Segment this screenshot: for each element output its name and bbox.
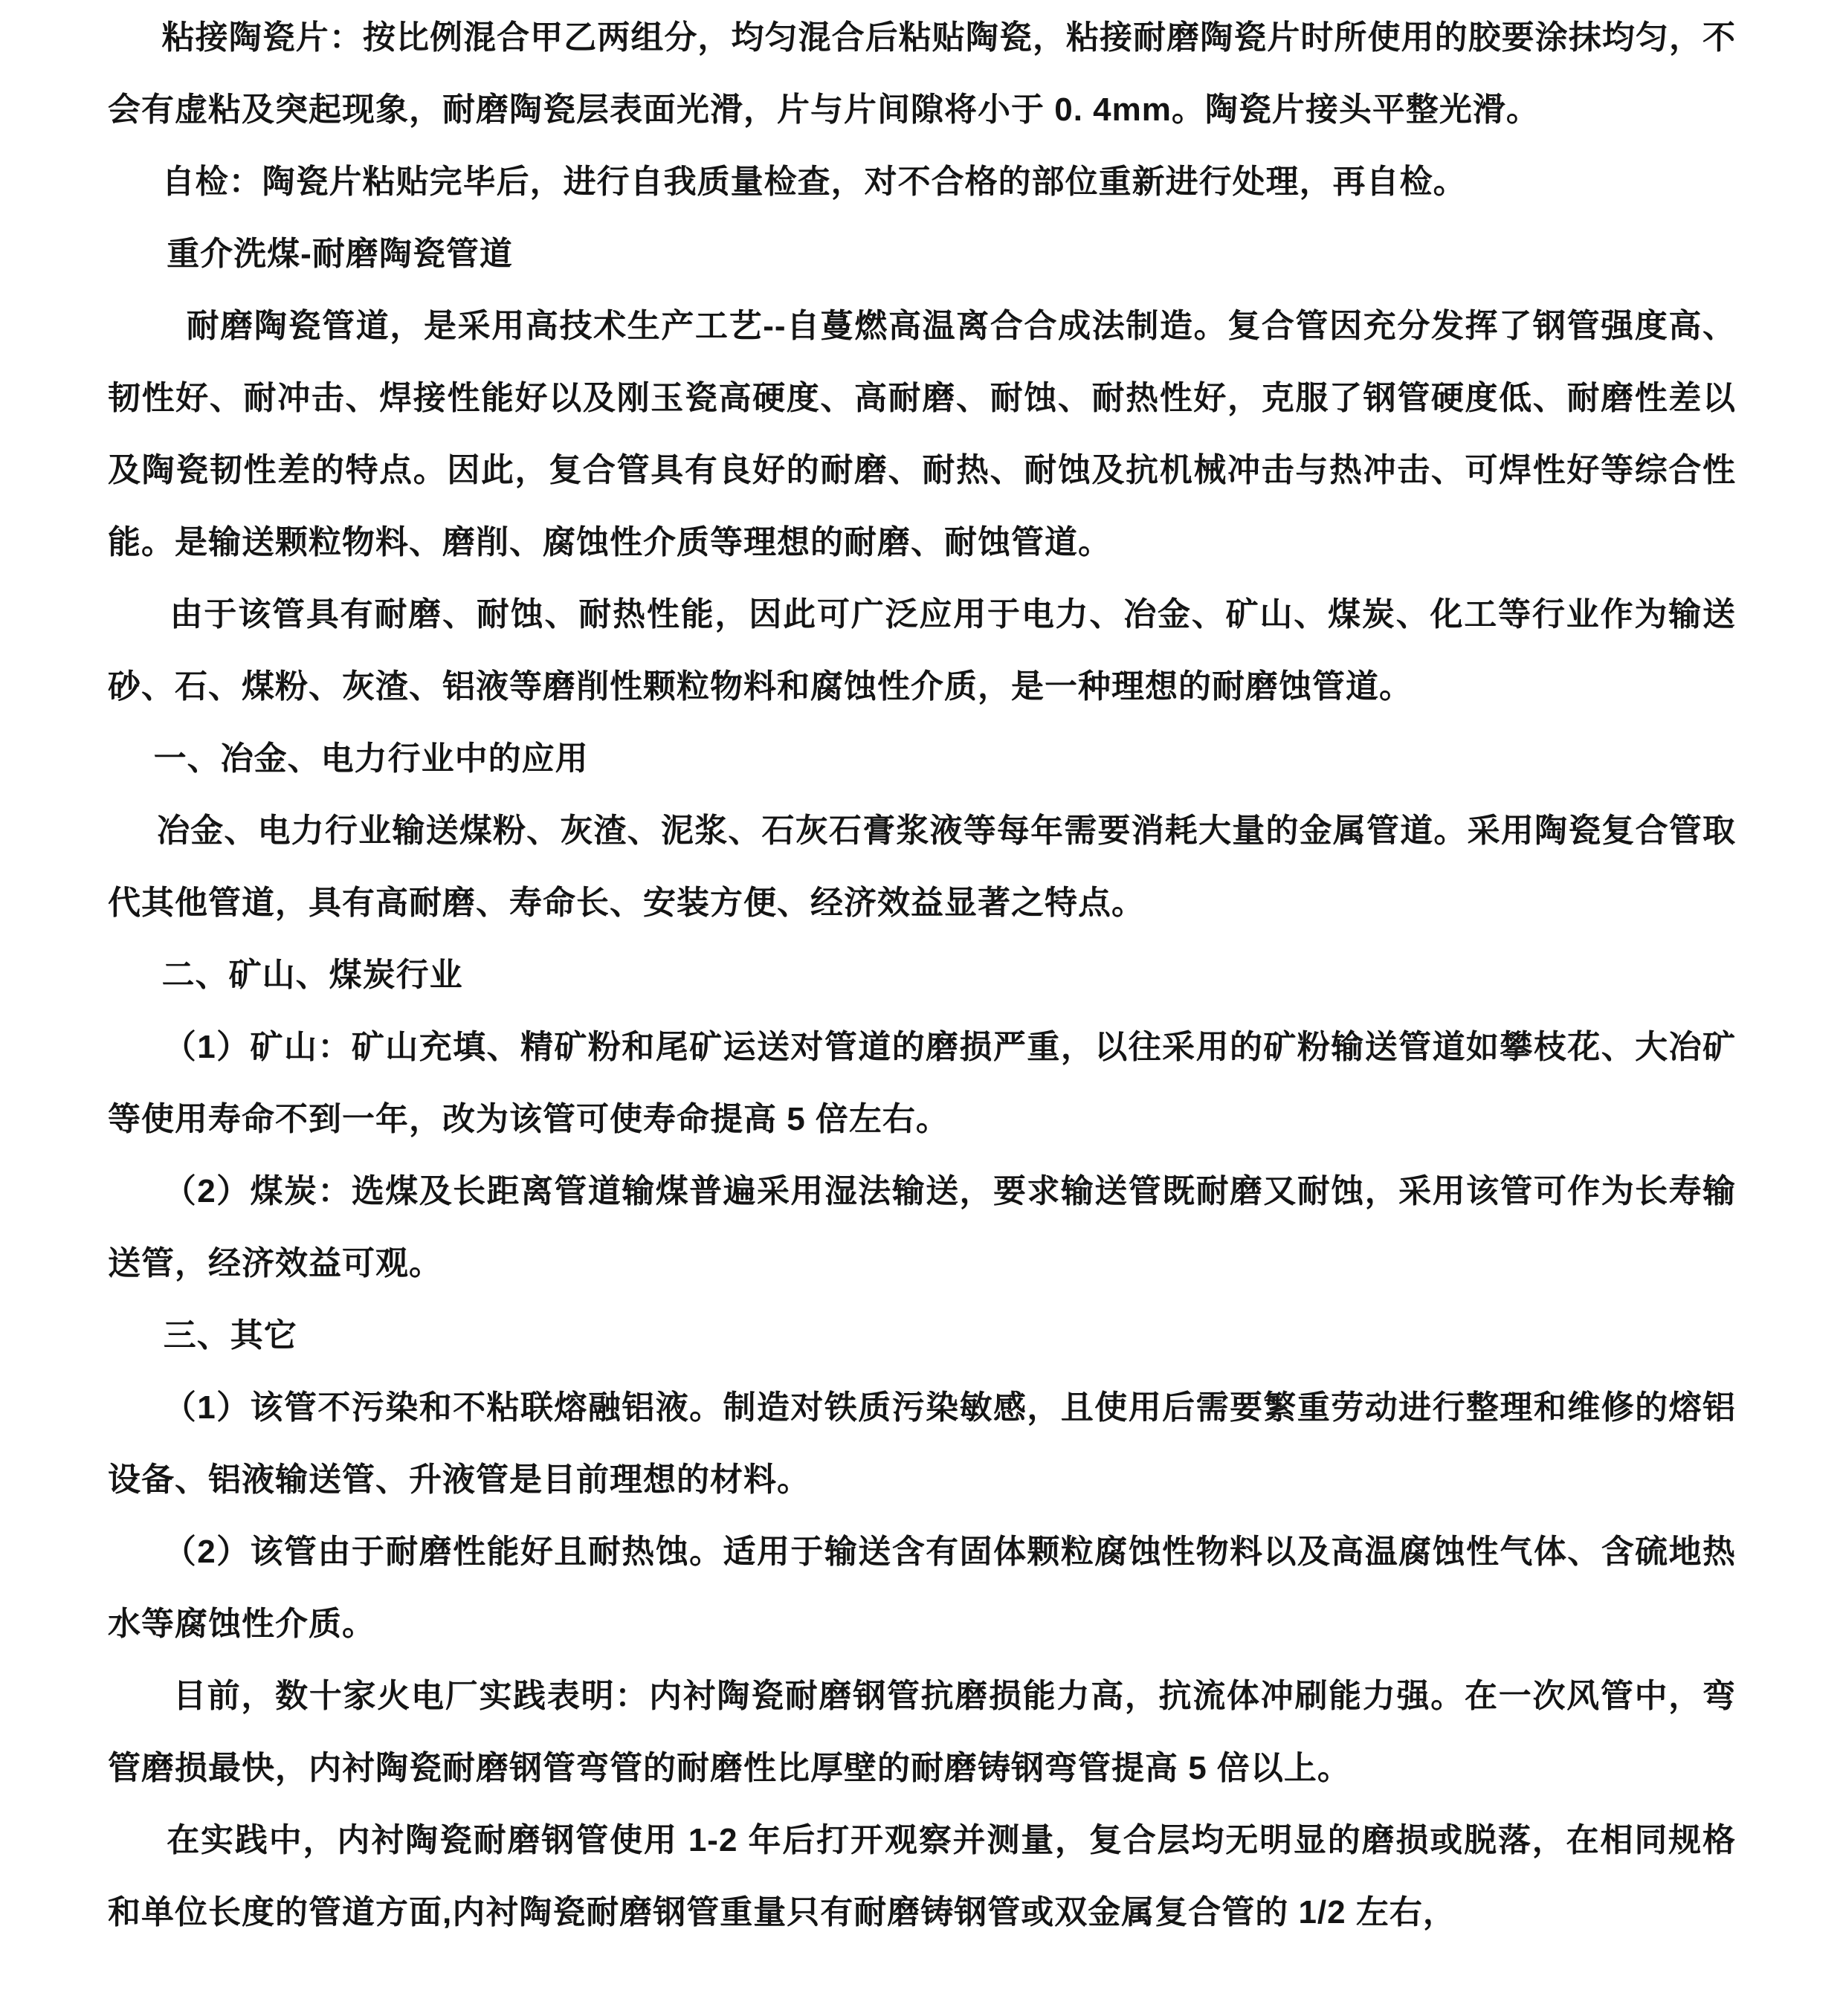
paragraph-metallurgy-power: 冶金、电力行业输送煤粉、灰渣、泥浆、石灰石膏浆液等每年需要消耗大量的金属管道。采用陶瓷复合管取代其他管道，具有高耐磨、寿命长、安装方便、经济效益显著之特点。	[108, 812, 1736, 921]
section-heading-others: 三、其它	[163, 1317, 297, 1354]
heading-coal-washing-pipe: 重介洗煤-耐磨陶瓷管道	[167, 236, 513, 272]
paragraph-corrosive-media: （2）该管由于耐磨性能好且耐热蚀。适用于输送含有固体颗粒腐蚀性物料以及高温腐蚀性气体、含硫地热水等腐蚀性介质。	[108, 1534, 1736, 1642]
paragraph-coal: （2）煤炭：选煤及长距离管道输煤普遍采用湿法输送，要求输送管既耐磨又耐蚀，采用该管可作为长寿输送管，经济效益可观。	[108, 1173, 1736, 1282]
section-heading-mining-coal: 二、矿山、煤炭行业	[161, 957, 463, 993]
paragraph-bonding-ceramic: 粘接陶瓷片：按比例混合甲乙两组分，均匀混合后粘贴陶瓷，粘接耐磨陶瓷片时所使用的胶要涂抹均匀，不会有虚粘及突起现象，耐磨陶瓷层表面光滑，片与片间隙将小于 0. 4mm。陶瓷片接头平整光滑。	[108, 19, 1736, 128]
paragraph-field-measurement: 在实践中，内衬陶瓷耐磨钢管使用 1-2 年后打开观察并测量，复合层均无明显的磨损或脱落，在相同规格和单位长度的管道方面,内衬陶瓷耐磨钢管重量只有耐磨铸钢管或双金属复合管的 1/2 左右，	[108, 1822, 1736, 1931]
paragraph-mining: （1）矿山：矿山充填、精矿粉和尾矿运送对管道的磨损严重，以往采用的矿粉输送管道如攀枝花、大冶矿等使用寿命不到一年，改为该管可使寿命提高 5 倍左右。	[108, 1029, 1736, 1137]
paragraph-power-plant-practice: 目前，数十家火电厂实践表明：内衬陶瓷耐磨钢管抗磨损能力高，抗流体冲刷能力强。在一次风管中，弯管磨损最快，内衬陶瓷耐磨钢管弯管的耐磨性比厚壁的耐磨铸钢弯管提高 5 倍以上。	[108, 1678, 1736, 1786]
section-heading-metallurgy-power: 一、冶金、电力行业中的应用	[153, 740, 589, 777]
paragraph-pipe-applications: 由于该管具有耐磨、耐蚀、耐热性能，因此可广泛应用于电力、冶金、矿山、煤炭、化工等行业作为输送砂、石、煤粉、灰渣、铝液等磨削性颗粒物料和腐蚀性介质，是一种理想的耐磨蚀管道。	[108, 596, 1736, 705]
paragraph-pipe-manufacture: 耐磨陶瓷管道，是采用高技术生产工艺--自蔓燃高温离合合成法制造。复合管因充分发挥了钢管强度高、韧性好、耐冲击、焊接性能好以及刚玉瓷高硬度、高耐磨、耐蚀、耐热性好，克服了钢管硬度低、耐磨性差以及陶瓷韧性差的特点。因此，复合管具有良好的耐磨、耐热、耐蚀及抗机械冲击与热冲击、可焊性好等综合性能。是输送颗粒物料、磨削、腐蚀性介质等理想的耐磨、耐蚀管道。	[108, 308, 1736, 560]
paragraph-self-check: 自检：陶瓷片粘贴完毕后，进行自我质量检查，对不合格的部位重新进行处理，再自检。	[161, 164, 1467, 200]
paragraph-aluminum: （1）该管不污染和不粘联熔融铝液。制造对铁质污染敏感，且使用后需要繁重劳动进行整理和维修的熔铝设备、铝液输送管、升液管是目前理想的材料。	[108, 1389, 1736, 1498]
